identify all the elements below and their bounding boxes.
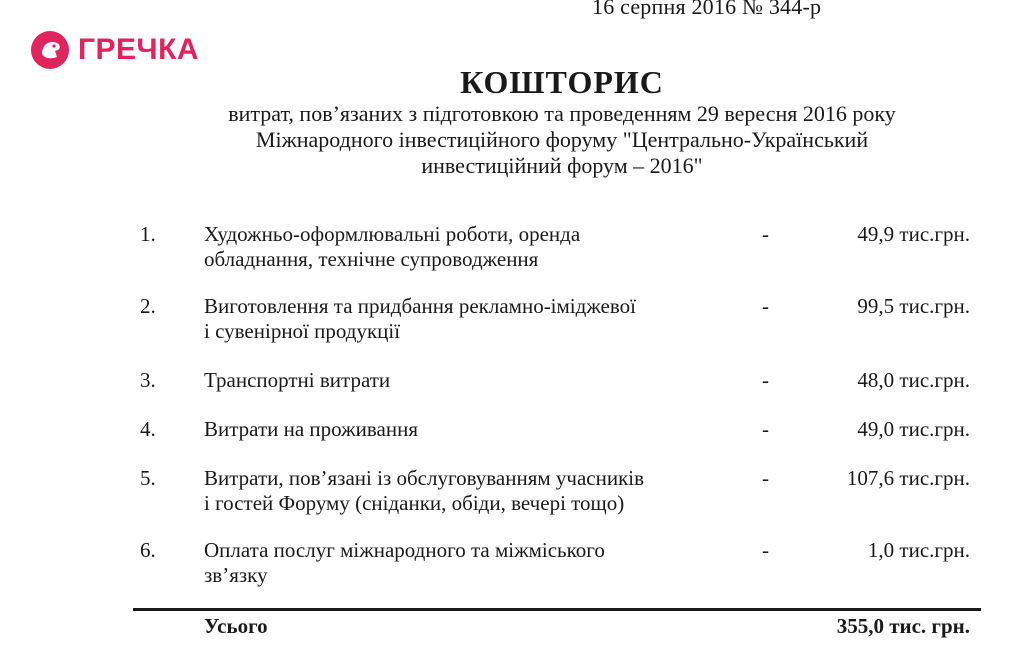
item-dash: - [762, 538, 769, 562]
subtitle-line-1: витрат, пов’язаних з підготовкою та проведенням 29 вересня 2016 року [228, 101, 896, 126]
item-description-line: Оплата послуг міжнародного та міжміського [204, 538, 605, 562]
item-number: 5. [140, 466, 156, 490]
item-number: 1. [140, 222, 156, 246]
item-dash: - [762, 222, 769, 246]
item-description [204, 417, 744, 442]
document-subtitle [0, 101, 1024, 179]
item-dash: - [762, 417, 769, 441]
item-description-line: зв’язку [204, 563, 268, 587]
subtitle-line-3: инвестиційний форум – 2016" [421, 153, 703, 178]
document-title: КОШТОРИС [460, 64, 664, 100]
document-date-number: 16 серпня 2016 № 344-р [592, 0, 822, 19]
item-description-line: Витрати на проживання [204, 417, 418, 441]
item-number: 3. [140, 368, 156, 392]
item-number: 4. [140, 417, 156, 441]
item-amount: 99,5 тис.грн. [857, 294, 970, 318]
item-description [204, 294, 744, 344]
item-description-line: Транспортні витрати [204, 368, 391, 392]
item-description [204, 368, 744, 393]
item-amount: 107,6 тис.грн. [846, 466, 970, 490]
item-description-line: і гостей Форуму (сніданки, обіди, вечері тощо) [204, 491, 625, 515]
item-number: 2. [140, 294, 156, 318]
item-amount: 48,0 тис.грн. [857, 368, 970, 392]
item-description [204, 466, 744, 516]
item-description-line: і сувенірної продукції [204, 319, 401, 343]
item-dash: - [762, 368, 769, 392]
item-description-line: Художньо-оформлювальні роботи, оренда [204, 222, 581, 246]
item-dash: - [762, 294, 769, 318]
item-description [204, 222, 744, 272]
logo-wordmark: ГРЕЧКА [78, 33, 200, 66]
item-description-line: Виготовлення та придбання рекламно-іміджевої [204, 294, 636, 318]
item-description [204, 538, 744, 588]
item-dash: - [762, 466, 769, 490]
item-amount: 1,0 тис.грн. [867, 538, 970, 562]
item-amount: 49,9 тис.грн. [857, 222, 970, 246]
item-description-line: Витрати, пов’язані із обслуговуванням учасників [204, 466, 645, 490]
item-amount: 49,0 тис.грн. [857, 417, 970, 441]
total-divider [133, 608, 981, 611]
subtitle-line-2: Міжнародного інвестиційного форуму "Центрально-Український [255, 127, 869, 152]
item-number: 6. [140, 538, 156, 562]
total-label: Усього [204, 614, 268, 638]
total-amount: 355,0 тис. грн. [836, 614, 970, 638]
item-description-line: обладнання, технічне супроводження [204, 247, 539, 271]
